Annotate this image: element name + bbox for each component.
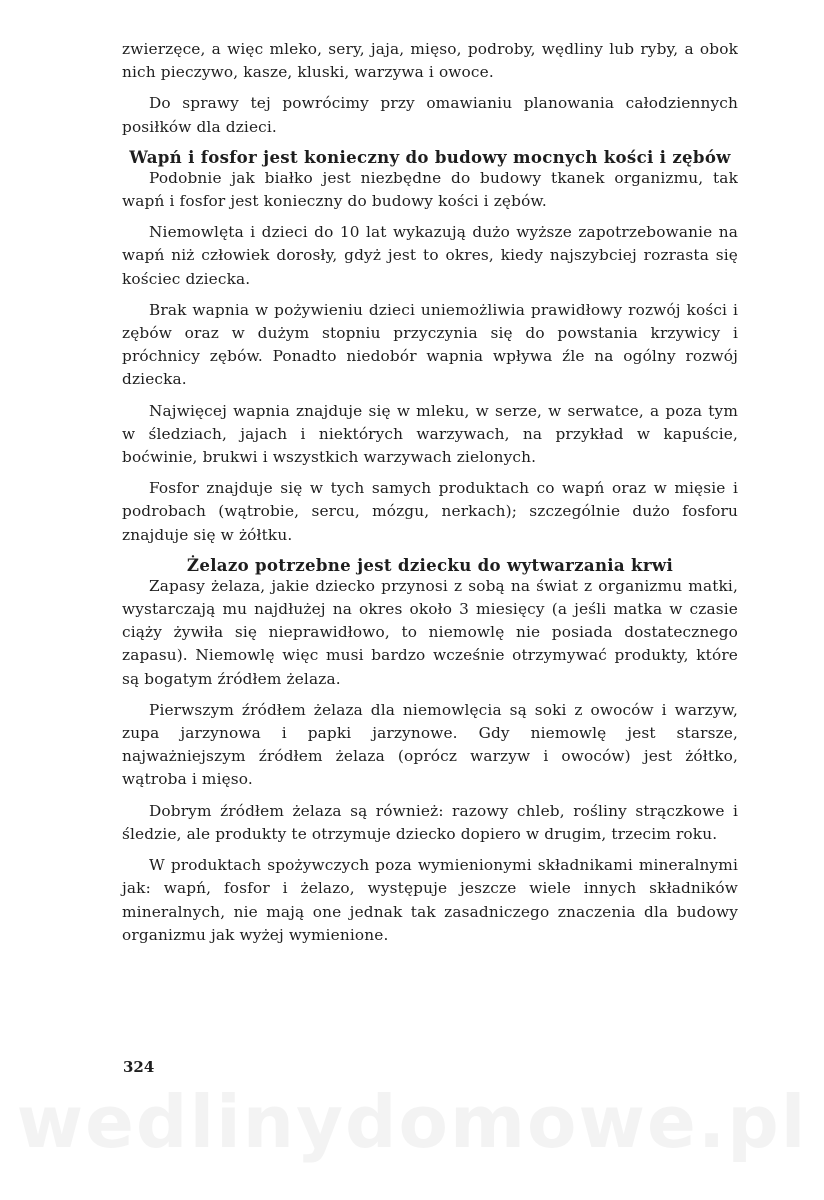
section2-paragraph: W produktach spożywczych poza wymienionymi składnikami mineralnymi jak: wapń, fosfor i żelazo, występuje jeszcze wiele innych składników mineralnych, nie mają one jednak tak zasadniczego znaczenia dla budowy organizmu jak wyżej wymienione. [122, 856, 738, 944]
watermark: wedlinydomowe.pl [16, 1080, 808, 1164]
section1-paragraph: Fosfor znajduje się w tych samych produktach co wapń oraz w mięsie i podrobach (wątrobie, sercu, mózgu, nerkach); szczególnie dużo fosforu znajduje się w żółtku. [122, 479, 738, 544]
section1-paragraph: Podobnie jak białko jest niezbędne do budowy tkanek organizmu, tak wapń i fosfor jest konieczny do budowy kości i zębów. [122, 168, 738, 211]
section2-paragraph: Zapasy żelaza, jakie dziecko przynosi z sobą na świat z organizmu matki, wystarczają mu najdłużej na okres około 3 miesięcy (a jeśli matka w czasie ciąży żywiła się nieprawidłowo, to niemowlę nie posiada dostatecznego zapasu). Niemowlę więc musi bardzo wcześnie otrzymywać produkty, które są bogatym źródłem żelaza. [122, 576, 738, 688]
page-body [122, 38, 738, 955]
section2-paragraph: Pierwszym źródłem żelaza dla niemowlęcia są soki z owoców i warzyw, zupa jarzynowa i papki jarzynowe. Gdy niemowlę jest starsze, najważniejszym źródłem żelaza (oprócz warzyw i owoców) jest żółtko, wątroba i mięso. [122, 700, 738, 789]
intro-paragraph: zwierzęce, a więc mleko, sery, jaja, mięso, podroby, wędliny lub ryby, a obok nich pieczywo, kasze, kluski, warzywa i owoce. [122, 40, 738, 82]
section1-paragraph: Niemowlęta i dzieci do 10 lat wykazują dużo wyższe zapotrzebowanie na wapń niż człowiek dorosły, gdyż jest to okres, kiedy najszybciej rozrasta się kościec dziecka. [122, 223, 738, 288]
section1-paragraph: Brak wapnia w pożywieniu dzieci uniemożliwia prawidłowy rozwój kości i zębów oraz w dużym stopniu przyczynia się do powstania krzywicy i próchnicy zębów. Ponadto niedobór wapnia wpływa źle na ogólny rozwój dziecka. [122, 300, 738, 389]
section-heading-calcium: Wapń i fosfor jest konieczny do budowy mocnych kości i zębów [129, 146, 731, 167]
section-heading-iron: Żelazo potrzebne jest dziecku do wytwarzania krwi [186, 554, 674, 575]
section2-paragraph: Dobrym źródłem żelaza są również: razowy chleb, rośliny strączkowe i śledzie, ale produkty te otrzymuje dziecko dopiero w drugim, trzecim roku. [122, 801, 738, 843]
page-number: 324 [123, 1058, 155, 1076]
intro-paragraph: Do sprawy tej powrócimy przy omawianiu planowania całodziennych posiłków dla dzieci. [122, 94, 738, 136]
section1-paragraph: Najwięcej wapnia znajduje się w mleku, w serze, w serwatce, a poza tym w śledziach, jajach i niektórych warzywach, na przykład w kapuście, boćwinie, brukwi i wszystkich warzywach zielonych. [122, 401, 738, 467]
